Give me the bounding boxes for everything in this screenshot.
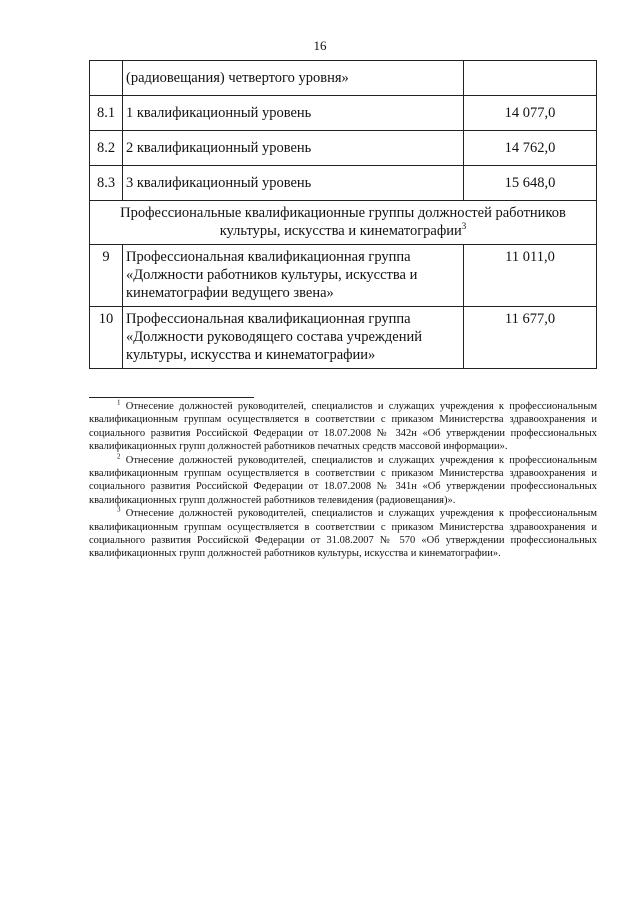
- row-number: 8.2: [90, 131, 123, 166]
- row-value: 15 648,0: [464, 166, 597, 201]
- row-number: 8.1: [90, 96, 123, 131]
- row-value: [464, 61, 597, 96]
- row-name: Профессиональная квалификационная группа «Должности работников культуры, искусства и кинематографии ведущего звена»: [123, 245, 464, 307]
- footnote-mark: 3: [117, 505, 121, 514]
- footnote-text: Отнесение должностей руководителей, специалистов и служащих учреждения к профессиональным квалификационным группам осуществляется в соответствии с приказом Министерства здравоохранения и социального развития Российской Федерации от 18.07.2008 № 341н «Об утверждении профессиональных квалификационных групп должностей работников телевидения (радиовещания)».: [89, 454, 598, 506]
- row-value: 11 011,0: [464, 245, 597, 307]
- row-value: 11 677,0: [464, 307, 597, 369]
- row-number: [90, 61, 123, 96]
- footnote-mark: 2: [117, 452, 121, 461]
- footnote-separator: [89, 397, 254, 398]
- table-row: [90, 166, 597, 201]
- table-row: [90, 131, 597, 166]
- table-row: [90, 96, 597, 131]
- footnote: [89, 507, 597, 561]
- row-name: (радиовещания) четвертого уровня»: [123, 61, 464, 96]
- footnote-text: Отнесение должностей руководителей, специалистов и служащих учреждения к профессиональным квалификационным группам осуществляется в соответствии с приказом Министерства здравоохранения и социального развития Российской Федерации от 31.08.2007 № 570 «Об утверждении профессиональных квалификационных групп должностей работников культуры, искусства и кинематографии».: [89, 508, 598, 560]
- footnote: [89, 400, 597, 454]
- page-number: 16: [313, 38, 327, 53]
- salary-table: [89, 60, 597, 369]
- footnotes: [89, 400, 597, 561]
- row-number: 8.3: [90, 166, 123, 201]
- footnote-text: Отнесение должностей руководителей, специалистов и служащих учреждения к профессиональным квалификационным группам осуществляется в соответствии с приказом Министерства здравоохранения и социального развития Российской Федерации от 18.07.2008 № 342н «Об утверждении профессиональных квалификационных групп должностей работников печатных средств массовой информации».: [89, 401, 598, 453]
- row-value: 14 077,0: [464, 96, 597, 131]
- footnote-reference: 3: [461, 221, 467, 232]
- row-number: 10: [90, 307, 123, 369]
- footnote: [89, 454, 597, 508]
- table-row: [90, 61, 597, 96]
- section-title: Профессиональные квалификационные группы должностей работников культуры, искусства и кинематографии: [120, 205, 566, 239]
- row-number: 9: [90, 245, 123, 307]
- row-name: Профессиональная квалификационная группа «Должности руководящего состава учреждений культуры, искусства и кинематографии»: [123, 307, 464, 369]
- row-name: 2 квалификационный уровень: [123, 131, 464, 166]
- row-name: 3 квалификационный уровень: [123, 166, 464, 201]
- footnote-mark: 1: [117, 398, 121, 407]
- section-header: [90, 201, 597, 245]
- table-row: [90, 307, 597, 369]
- table-row: [90, 245, 597, 307]
- row-name: 1 квалификационный уровень: [123, 96, 464, 131]
- section-header-row: [90, 201, 597, 245]
- row-value: 14 762,0: [464, 131, 597, 166]
